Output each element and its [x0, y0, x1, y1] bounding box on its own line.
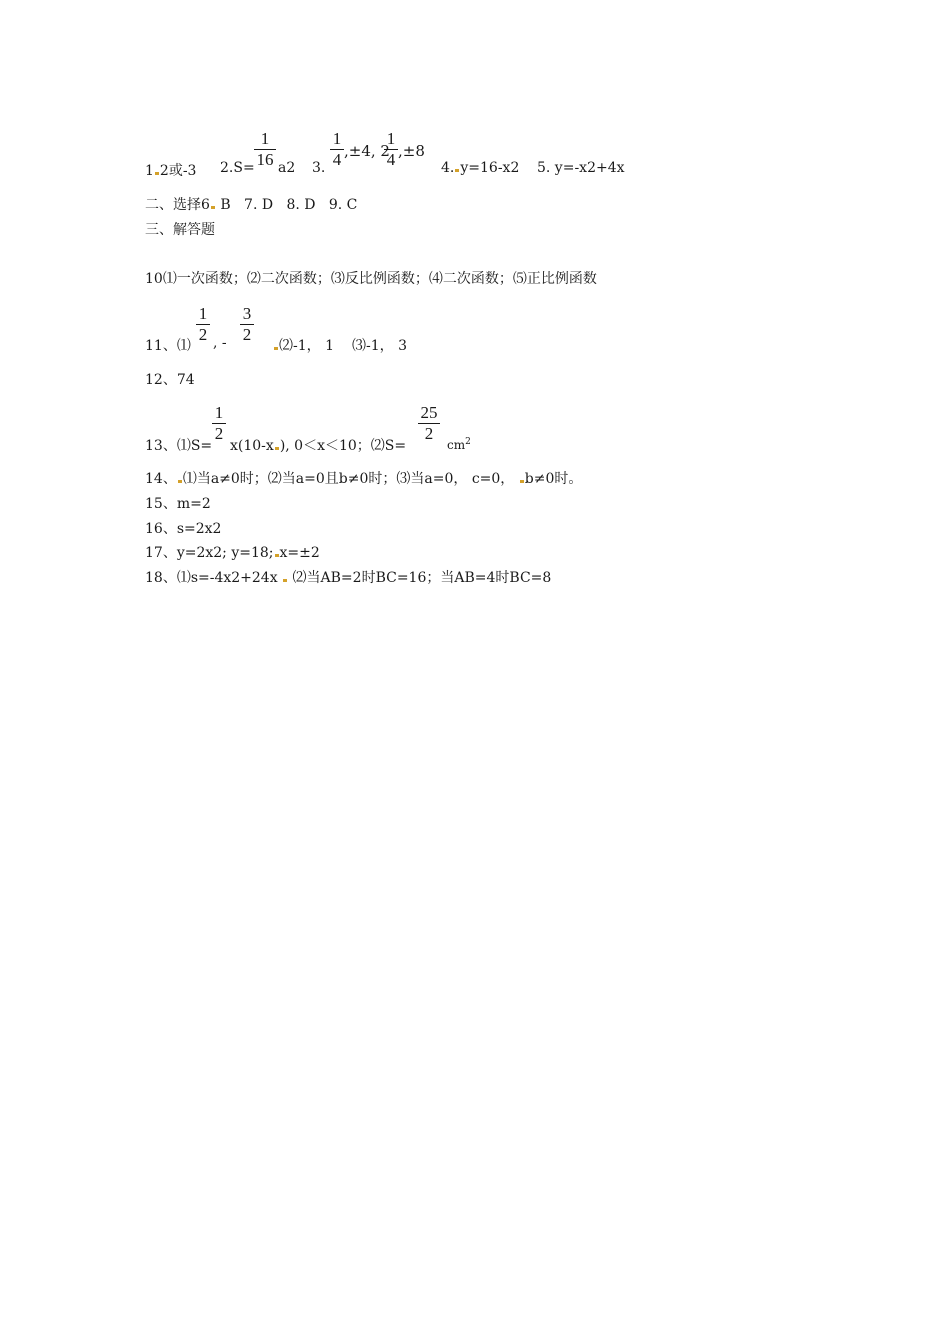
answer-3-label: 3.	[312, 160, 326, 176]
highlight-mark	[155, 172, 159, 175]
section-3-heading: 三、解答题	[145, 222, 215, 238]
answer-2-suffix: a2	[278, 160, 296, 176]
fraction-1-16: 1 16	[254, 130, 276, 169]
fraction-1-2-b: 1 2	[212, 404, 226, 443]
answer-11-sep: , -	[213, 335, 227, 351]
section-2-choices: 二、选择6 B 7. D 8. D 9. C	[145, 197, 358, 213]
answer-17: 17、y=2x2; y=18; x=±2	[145, 545, 320, 561]
highlight-mark	[455, 169, 459, 172]
answer-1-num: 1	[145, 163, 154, 179]
answer-10: 10⑴一次函数；⑵二次函数；⑶反比例函数；⑷二次函数；⑸正比例函数	[145, 271, 597, 287]
answer-1-text: 2或-3	[159, 163, 197, 179]
answer-12: 12、74	[145, 372, 195, 388]
highlight-mark	[275, 554, 279, 557]
highlight-mark	[274, 347, 278, 350]
answer-14: 14、 ⑴当a≠0时；⑵当a=0且b≠0时；⑶当a=0， c=0， b≠0时。	[145, 471, 583, 487]
answer-11-part3: ⑶-1， 3	[352, 338, 407, 354]
answer-18: 18、⑴s=-4x2+24x ⑵当AB=2时BC=16；当AB=4时BC=8	[145, 570, 552, 586]
answer-15: 15、m=2	[145, 496, 211, 512]
answer-3-mid: ,±4, 2	[344, 142, 390, 160]
highlight-mark	[283, 579, 287, 582]
highlight-mark	[520, 480, 524, 483]
highlight-mark	[211, 206, 215, 209]
fraction-1-2: 1 2	[196, 305, 210, 344]
answer-11-label: 11、⑴	[145, 338, 191, 354]
answer-13-label: 13、⑴S=	[145, 438, 213, 454]
answer-16: 16、s=2x2	[145, 521, 222, 537]
highlight-mark	[275, 447, 279, 450]
answer-11-part2: ⑵-1， 1	[273, 335, 334, 355]
fraction-3-2: 3 2	[240, 305, 254, 344]
answer-13-mid: x(10-x ), 0＜x＜10；⑵S=	[230, 438, 407, 454]
answer-1	[145, 160, 196, 180]
fraction-1-4-b: 1 4	[384, 130, 398, 169]
fraction-25-2: 25 2	[418, 404, 440, 443]
answer-2-label: 2.S=	[220, 160, 255, 176]
answer-13-unit: $cm^2$	[447, 437, 471, 452]
answer-3-end: ,±8	[398, 142, 425, 160]
answer-4: 4. y=16-x2	[441, 160, 520, 176]
answer-5: 5. y=-x2+4x	[537, 160, 625, 176]
highlight-mark	[178, 480, 182, 483]
fraction-1-4-a: 1 4	[330, 130, 344, 169]
